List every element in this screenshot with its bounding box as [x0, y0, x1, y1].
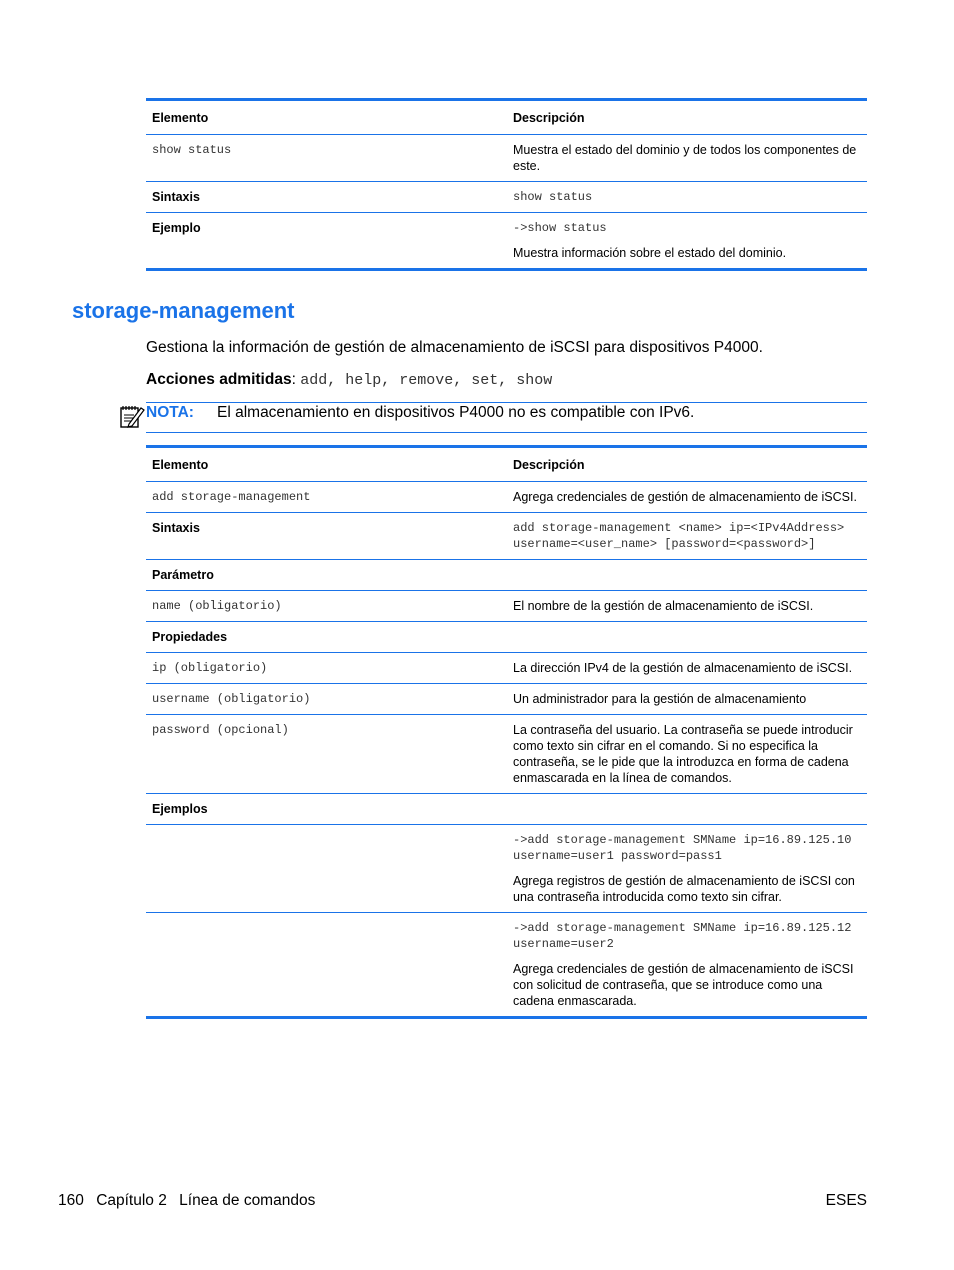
syntax-value: add storage-management <name> ip=<IPv4Address> username=<user_name> [password=<password>] [507, 513, 867, 560]
actions-value: add, help, remove, set, show [300, 372, 553, 389]
syntax-label: Sintaxis [146, 182, 507, 213]
empty-cell [146, 825, 507, 913]
example-cell [507, 825, 867, 913]
table-row [146, 135, 867, 182]
table-row [146, 182, 867, 213]
table-row [146, 653, 867, 684]
table-row [146, 482, 867, 513]
example-description: Agrega credenciales de gestión de almacenamiento de iSCSI con solicitud de contraseña, que se introduce como una cadena enmascarada. [513, 962, 854, 1008]
table-row [146, 513, 867, 560]
table-row [146, 560, 867, 591]
storage-management-table [146, 445, 867, 1019]
property-description: Un administrador para la gestión de almacenamiento [507, 684, 867, 715]
parameter-description: El nombre de la gestión de almacenamiento de iSCSI. [507, 591, 867, 622]
column-header-descripcion: Descripción [507, 100, 867, 135]
examples-heading: Ejemplos [146, 794, 867, 825]
example-description: Agrega registros de gestión de almacenamiento de iSCSI con una contraseña introducida como texto sin cifrar. [513, 874, 855, 904]
element-command: add storage-management [146, 482, 507, 513]
property-name: ip (obligatorio) [146, 653, 507, 684]
element-description: Agrega credenciales de gestión de almacenamiento de iSCSI. [507, 482, 867, 513]
section-title: storage-management [72, 298, 295, 323]
supported-actions: Acciones admitidas: add, help, remove, set, show [146, 371, 553, 389]
table-row [146, 794, 867, 825]
example-description: Muestra información sobre el estado del dominio. [513, 246, 787, 260]
table-row [146, 622, 867, 653]
note-text: El almacenamiento en dispositivos P4000 no es compatible con IPv6. [217, 404, 695, 421]
table-row [146, 591, 867, 622]
table-row [146, 213, 867, 270]
chapter-label: Capítulo 2 [96, 1192, 167, 1209]
parameter-name: name (obligatorio) [146, 591, 507, 622]
footer-locale: ESES [825, 1192, 867, 1209]
column-header-descripcion: Descripción [507, 447, 867, 482]
element-description: Muestra el estado del dominio y de todos los componentes de este. [507, 135, 867, 182]
property-description: La contraseña del usuario. La contraseña se puede introducir como texto sin cifrar en el comando. Si no especifica la contraseña, se le pide que la introduzca en forma de cadena enmascarada en la línea de comandos. [507, 715, 867, 794]
chapter-title: Línea de comandos [179, 1192, 316, 1209]
table-row [146, 913, 867, 1018]
actions-label: Acciones admitidas [146, 371, 292, 388]
table-header [146, 100, 867, 135]
example-cell [507, 913, 867, 1018]
show-status-table [146, 98, 867, 271]
example-label: Ejemplo [152, 221, 201, 235]
example-command: ->add storage-management SMName ip=16.89.125.10 username=user1 password=pass1 [513, 833, 852, 863]
column-header-elemento: Elemento [146, 447, 507, 482]
table-header [146, 447, 867, 482]
page-footer [58, 1192, 323, 1210]
example-cell [507, 213, 867, 270]
example-command: ->add storage-management SMName ip=16.89.125.12 username=user2 [513, 921, 852, 951]
note-box [146, 402, 867, 433]
property-name: password (opcional) [146, 715, 507, 794]
table-row [146, 715, 867, 794]
property-name: username (obligatorio) [146, 684, 507, 715]
section-intro: Gestiona la información de gestión de almacenamiento de iSCSI para dispositivos P4000. [146, 339, 763, 356]
parameter-heading: Parámetro [146, 560, 867, 591]
table-row [146, 825, 867, 913]
note-label: NOTA: [146, 404, 194, 421]
example-command: ->show status [513, 221, 607, 235]
empty-cell [146, 913, 507, 1018]
element-command: show status [146, 135, 507, 182]
syntax-value: show status [507, 182, 867, 213]
column-header-elemento: Elemento [146, 100, 507, 135]
properties-heading: Propiedades [146, 622, 867, 653]
note-icon [119, 404, 145, 428]
property-description: La dirección IPv4 de la gestión de almacenamiento de iSCSI. [507, 653, 867, 684]
page-number: 160 [58, 1192, 84, 1209]
table-row [146, 684, 867, 715]
syntax-label: Sintaxis [146, 513, 507, 560]
